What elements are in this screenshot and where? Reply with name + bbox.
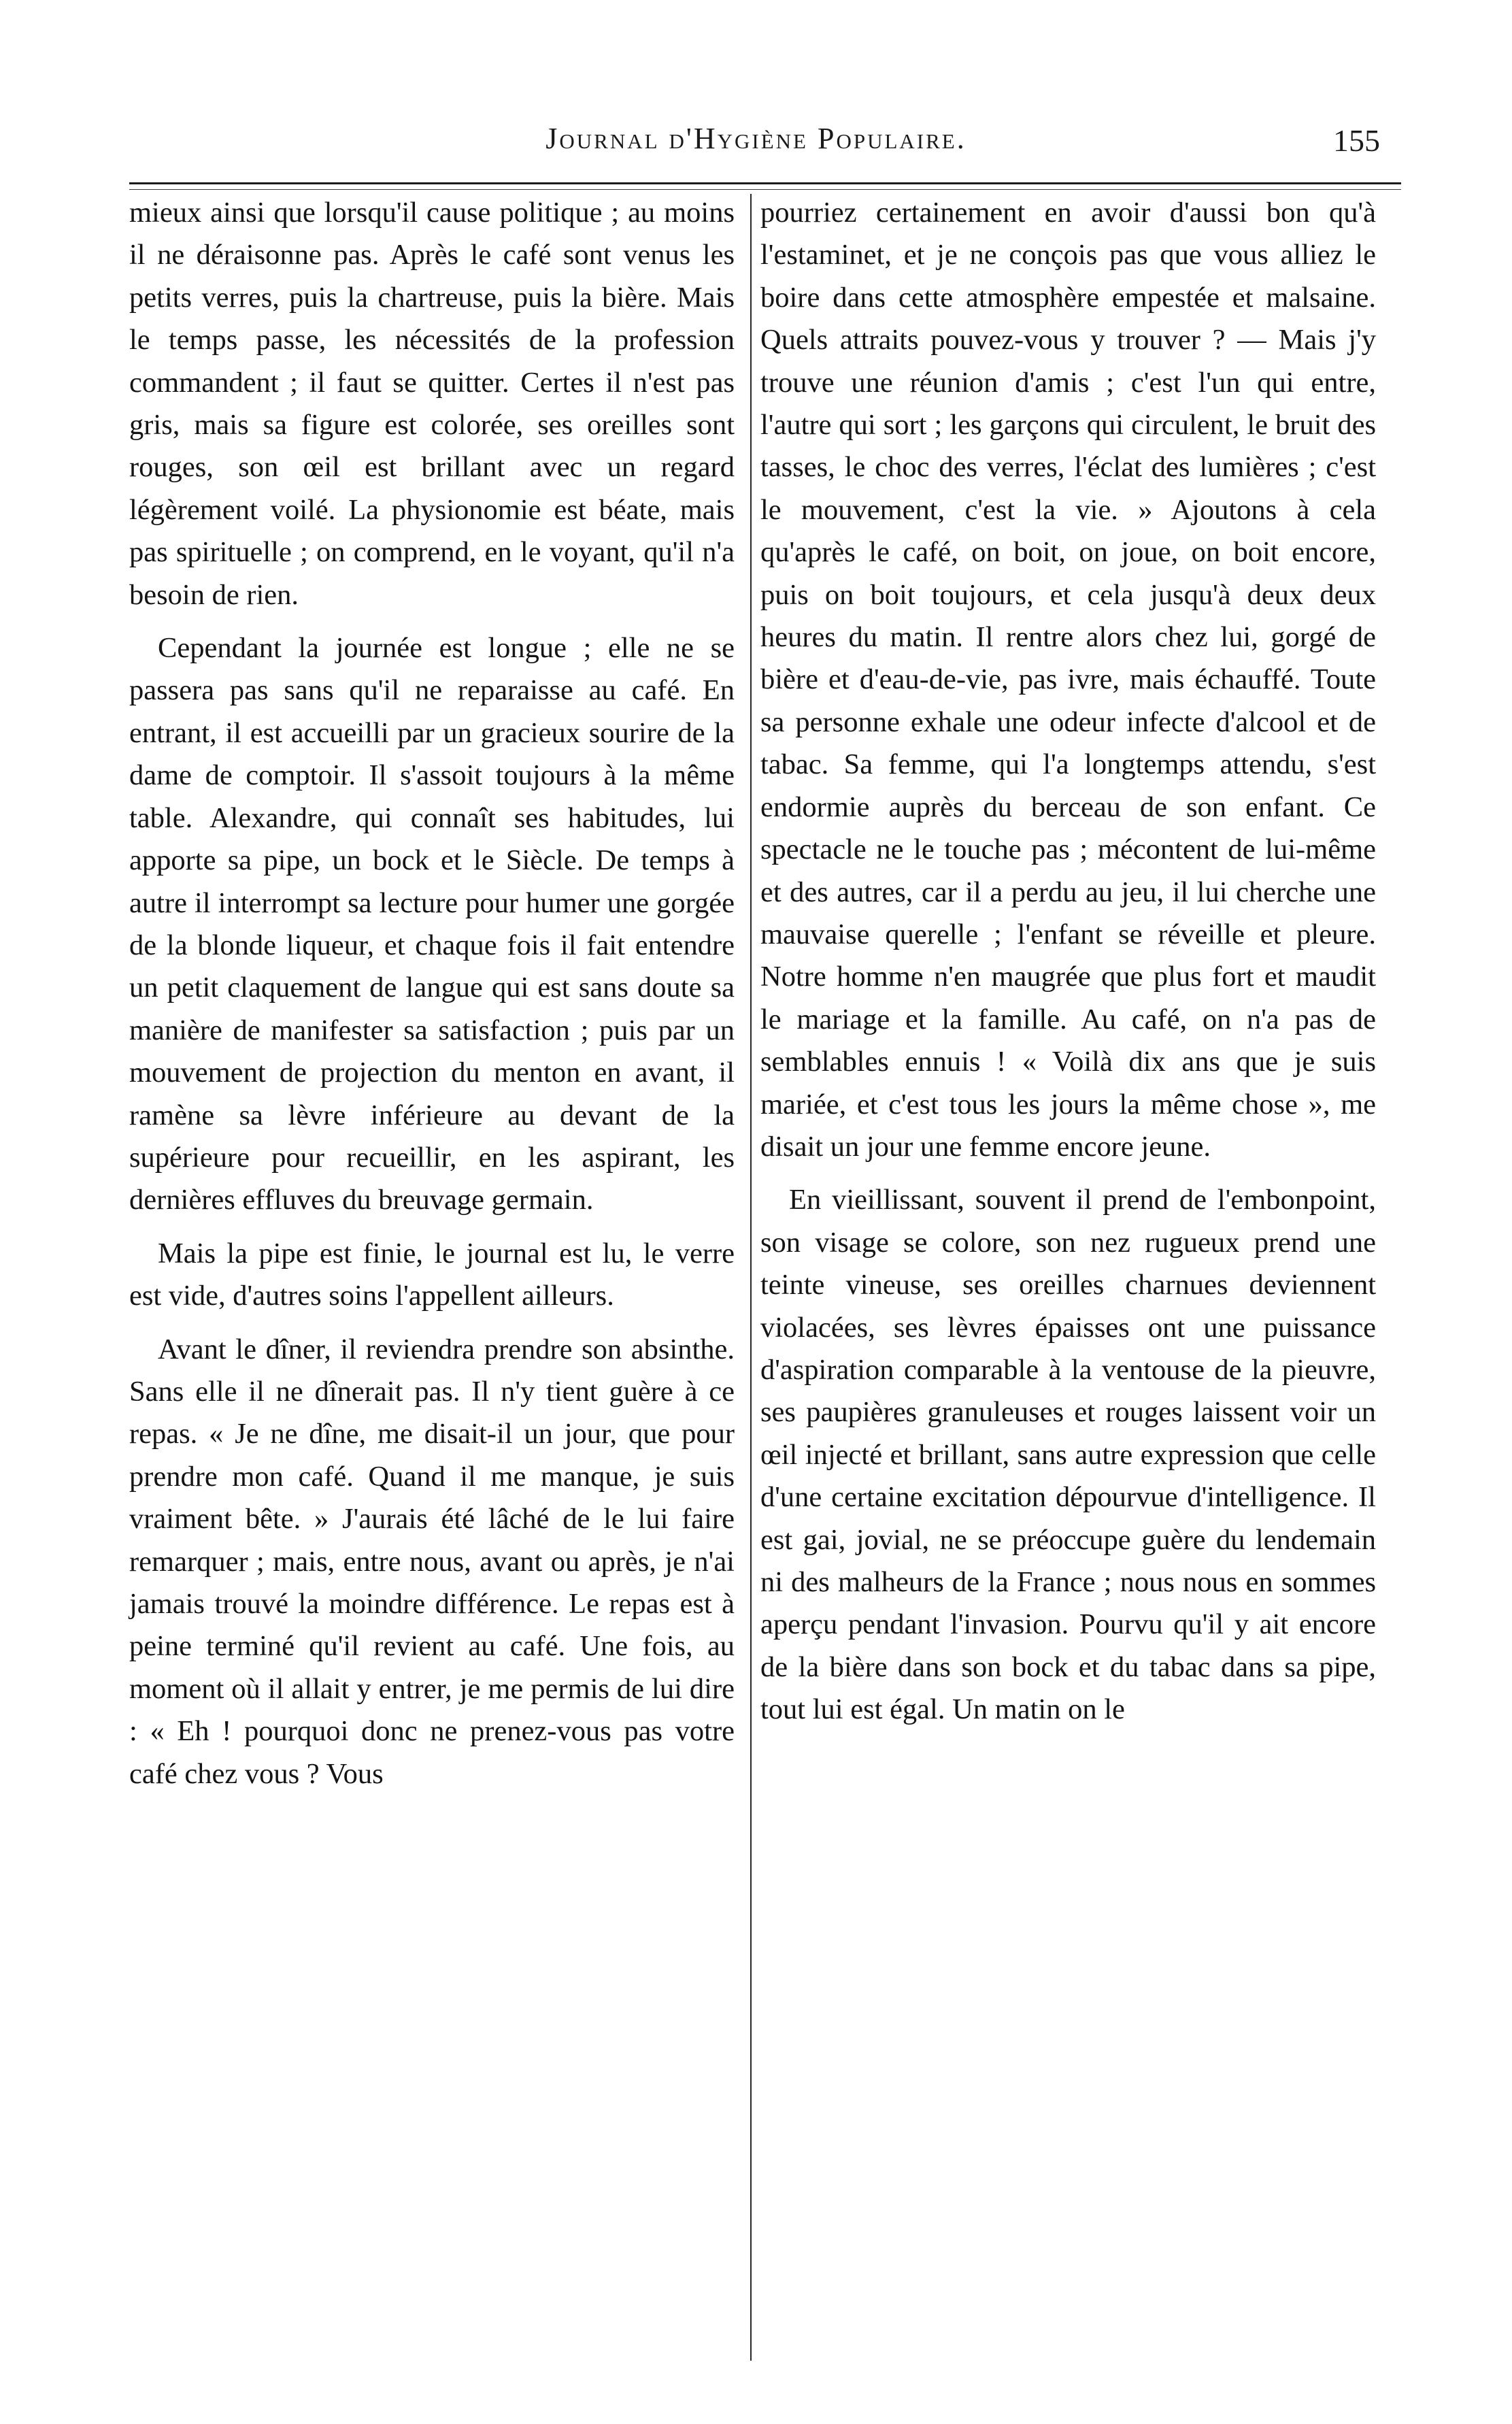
right-column — [760, 192, 1376, 1731]
left-column — [129, 192, 735, 1795]
paragraph: pourriez certainement en avoir d'aussi bon qu'à l'estaminet, et je ne conçois pas que vous alliez le boire dans cette atmosphère empestée et malsaine. Quels attraits pouvez-vous y trouver ? — Mais j'y trouve une réunion d'amis ; c'est l'un qui entre, l'autre qui sort ; les garçons qui circulent, le bruit des tasses, le choc des verres, l'éclat des lumières ; c'est le mouvement, c'est la vie. » Ajoutons à cela qu'après le café, on boit, on joue, on boit encore, puis on boit toujours, et cela jusqu'à deux deux heures du matin. Il rentre alors chez lui, gorgé de bière et d'eau-de-vie, pas ivre, mais échauffé. Toute sa personne exhale une odeur infecte d'alcool et de tabac. Sa femme, qui l'a longtemps attendu, s'est endormie auprès du berceau de son enfant. Ce spectacle ne le touche pas ; mécontent de lui-même et des autres, car il a perdu au jeu, il lui cherche une mauvaise querelle ; l'enfant se réveille et pleure. Notre homme n'en maugrée que plus fort et maudit le mariage et la famille. Au café, on n'a pas de semblables ennuis ! « Voilà dix ans que je suis mariée, et c'est tous les jours la même chose », me disait un jour une femme encore jeune. — [760, 197, 1376, 1163]
paragraph: Avant le dîner, il reviendra prendre son absinthe. Sans elle il ne dînerait pas. Il n'y tient guère à ce repas. « Je ne dîne, me disait-il un jour, que pour prendre mon café. Quand il me manque, je suis vraiment bête. » J'aurais été lâché de le lui faire remarquer ; mais, entre nous, avant ou après, je n'ai jamais trouvé la moindre différence. Le repas est à peine terminé qu'il revient au café. Une fois, au moment où il allait y entrer, je me permis de lui dire : « Eh ! pourquoi donc ne prenez-vous pas votre café chez vous ? Vous — [129, 1333, 735, 1790]
header-rule-thin — [129, 189, 1401, 190]
running-header-title: Journal d'Hygiène Populaire. — [545, 122, 967, 155]
page-number: 155 — [1333, 123, 1380, 158]
header-rule — [129, 182, 1401, 184]
paragraph: En vieillissant, souvent il prend de l'embonpoint, son visage se colore, son nez rugueux prend une teinte vineuse, ses oreilles charnues deviennent violacées, ses lèvres épaisses ont une puissance d'aspiration comparable à la ventouse de la pieuvre, ses paupières granuleuses et rouges laissent voir un œil injecté et brillant, sans autre expression que celle d'une certaine excitation dépourvue d'intelligence. Il est gai, jovial, ne se préoccupe guère du lendemain ni des malheurs de la France ; nous nous en sommes aperçu pendant l'invasion. Pourvu qu'il y ait encore de la bière dans son bock et du tabac dans sa pipe, tout lui est égal. Un matin on le — [760, 1184, 1376, 1726]
paragraph: mieux ainsi que lorsqu'il cause politique ; au moins il ne déraisonne pas. Après le café sont venus les petits verres, puis la chartreuse, puis la bière. Mais le temps passe, les nécessités de la profession commandent ; il faut se quitter. Certes il n'est pas gris, mais sa figure est colorée, ses oreilles sont rouges, son œil est brillant avec un regard légèrement voilé. La physionomie est béate, mais pas spirituelle ; on comprend, en le voyant, qu'il n'a besoin de rien. — [129, 197, 735, 611]
paragraph: Mais la pipe est finie, le journal est lu, le verre est vide, d'autres soins l'appellent ailleurs. — [129, 1237, 735, 1312]
paragraph: Cependant la journée est longue ; elle ne se passera pas sans qu'il ne reparaisse au café. En entrant, il est accueilli par un gracieux sourire de la dame de comptoir. Il s'assoit toujours à la même table. Alexandre, qui connaît ses habitudes, lui apporte sa pipe, un bock et le Siècle. De temps à autre il interrompt sa lecture pour humer une gorgée de la blonde liqueur, et chaque fois il fait entendre un petit claquement de langue qui est sans doute sa manière de manifester sa satisfaction ; puis par un mouvement de projection du menton en avant, il ramène sa lèvre inférieure au devant de la supérieure pour recueillir, en les aspirant, les dernières effluves du breuvage germain. — [129, 632, 735, 1216]
column-divider — [750, 194, 752, 2361]
